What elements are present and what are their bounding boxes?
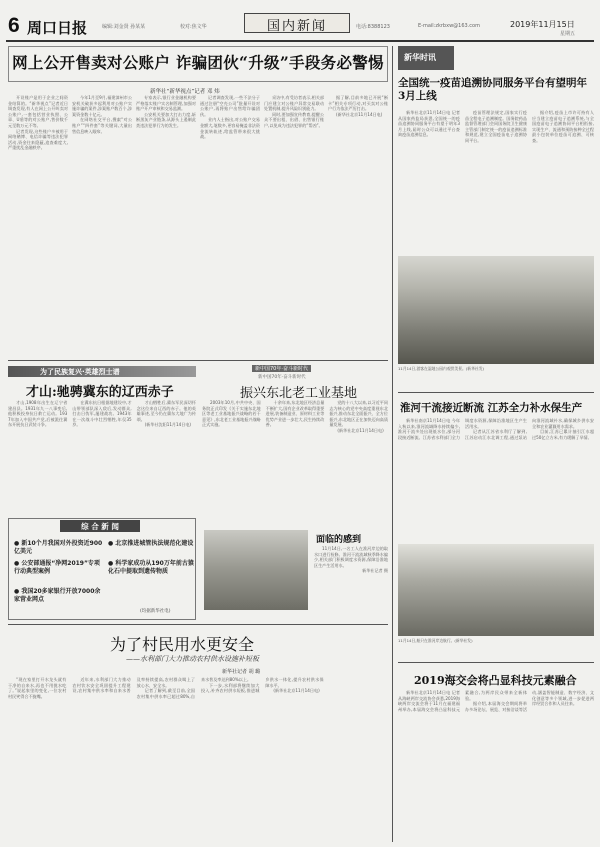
article3-subtag: 新中国70年·奋斗新时代: [258, 375, 306, 380]
paragraph: 据介绍,疫苗上市许可持有人应当建立疫苗电子追溯系统,与全国疫苗电子追溯协同平台相衔接,实现生产、流通和预防接种全过程最小包装单位疫苗可追溯、可核查。: [532, 110, 594, 143]
paragraph: 业内人士指出,对公账户交易金额大,笔数多,更容易掩盖非法资金流转轨迹,给监管带来很大挑战。: [200, 117, 260, 140]
page-header: [0, 0, 600, 42]
paragraph: 十余年来,东北地区经济总量不断扩大,国有企业改革取得重要进展,装备制造业、原材料工业等优势产业进一步壮大,民生持续改善。: [265, 400, 325, 428]
article1-col2: [72, 95, 132, 357]
article3-title: 振兴东北老工业基地: [240, 386, 358, 401]
article1-col1: [8, 95, 68, 357]
divider: [398, 392, 594, 393]
paragraph: (新华社沈阳11月14日电): [144, 422, 192, 428]
article8-title: 2019海交会将凸显科技元素融合: [414, 674, 577, 687]
article7-title: 淮河干流接近断流 江苏全力补水保生产: [400, 402, 583, 414]
brief-item: ● 科学家成功从190万年前古猿化石中提取到遗传物质: [108, 560, 194, 575]
paragraph: 据了解,目前多地已开展“断卡”相关专项行动,对买卖对公账户行为依法严厉打击。: [328, 95, 388, 112]
section-title: 国内新闻: [266, 19, 327, 34]
article2-title: 才山:驰骋冀东的辽西赤子: [26, 385, 174, 400]
paragraph: 下一步,水利部将继续加大投入,补齐农村供水短板,推进城乡供水一体化,提升农村供水保障水平。: [200, 677, 324, 694]
paragraph: 目前,江苏已累计抽引江水超过50亿立方米,有力缓解了旱情。: [532, 429, 594, 440]
brief-text: 我国20多家银行开放7000余家营业网点: [14, 588, 101, 603]
briefs-title: 综 合 新 闻: [81, 522, 119, 531]
article1-title: 网上公开售卖对公账户 诈骗团伙“升级”手段务必警惕: [12, 53, 384, 72]
paragraph: 记者从江苏省水利厅了解到,江苏启动江水北调工程,通过泵站向淮河流域补水,确保城乡供水安全和农业灌溉用水需求。: [465, 418, 594, 440]
article4-byline: 新华社记者 胡 璐: [222, 669, 261, 675]
paragraph: 记者调查发现,一些不法分子通过注册“空壳公司”批量开设对公账户,再将账户出售给诈骗团伙。: [200, 95, 260, 117]
article6-body: [314, 546, 388, 612]
article3-body: [202, 400, 388, 526]
paragraph: (新华社北京11月14日电): [336, 111, 383, 117]
paper-name: 周口日报: [27, 19, 88, 37]
divider: [8, 360, 388, 361]
paragraph: 公安机关要加大打击力度,斩断黑灰产业链条,从源头上遏制此类违法犯罪行为的发生。: [136, 111, 196, 128]
brief-item: ● 公安部通报“净网2019”专项行动典型案例: [14, 560, 100, 575]
paragraph: 2003年10月,中共中央、国务院正式印发《关于实施东北地区等老工业基地振兴战略的若干意见》,东北老工业基地振兴战略正式实施。: [202, 400, 261, 428]
paragraph: 新华社记者 摄: [362, 568, 388, 574]
paragraph: 专家表示,银行业金融机构要严格落实账户实名制管理,加强对账户开户审核和交易监测。: [136, 95, 196, 112]
article4-body: [8, 677, 388, 842]
paragraph: 在网络社交平台,搜索“对公账户”“四件套”等关键词,大量出售信息映入眼帘。: [72, 117, 132, 134]
article4-title: 为了村民用水更安全: [110, 635, 255, 654]
article6-title: 面临的感到: [316, 535, 362, 545]
paragraph: (新华社北京11月14日电): [337, 427, 384, 433]
article5-title: 全国统一疫苗追溯协同服务平台有望明年3月上线: [398, 77, 587, 102]
paragraph: (新华社北京11月14日电): [273, 688, 320, 694]
briefs-source: (均据新华社电): [140, 609, 171, 614]
paragraph: 新华社北京11月14日电 记者从国家药监局获悉,全国统一的疫苗追溯协同服务平台有望于明年3月上线,届时公众可以通过平台查询疫苗追溯信息。: [398, 110, 460, 138]
brief-item: ● 北京推进城管执法规范化建设: [108, 540, 194, 547]
article2-body: [8, 400, 196, 512]
header-rule: [6, 40, 594, 42]
phone: 电话:8388123: [356, 24, 390, 30]
paragraph: 同时,要加强宣传教育,提醒公众不要出租、出借、出售银行账户,以免成为违法犯罪的“帮凶”。: [264, 111, 324, 128]
article7-photo: [398, 544, 594, 636]
brief-text: 公安部通报“净网2019”专项行动典型案例: [14, 560, 100, 575]
paragraph: 才山,1908年出生在辽宁省建昌县。1931年九一八事变后,他积极投身抗日救亡运动。1937年加入中国共产党,后被派往冀东开展抗日武装斗争。: [8, 400, 68, 428]
paragraph: 近年来,水利部门大力推动农村饮水安全巩固提升工程建设,农村集中供水率和自来水普及率持续提高,农村群众喝上了放心水、安全水。: [72, 677, 195, 694]
article2-column-tag: 为了民族复兴·英雄烈士谱: [40, 368, 120, 376]
brief-item: ● 我国20多家银行开放7000余家营业网点: [14, 588, 101, 603]
paragraph: 据介绍,本届海交会期间将举办多场论坛、展览、对接洽谈等活动,涵盖智能制造、数字经济、文化创意等多个领域,进一步促进两岸经贸合作和人员往来。: [465, 690, 594, 712]
article1-col3: [136, 95, 196, 357]
divider: [8, 624, 388, 625]
divider: [398, 662, 594, 663]
article1-col4: [200, 95, 260, 357]
article4-subtitle: ——水利部门大力推动农村供水设施补短板: [126, 655, 259, 663]
paragraph: 新华社南京11月14日电 今年入秋以来,淮河流域降水持续偏少,淮河干流多处出现低水位,部分河段接近断流。江苏省水利部门全力调度水资源,保障沿淮地区生产生活用水。: [398, 418, 527, 440]
paragraph: 党的十八大以来,以习近平同志为核心的党中央高度重视东北振兴,推动东北全面振兴、全方位振兴,东北地区正在加快迈向高质量发展。: [329, 400, 388, 428]
brief-item: ● 新10个月我国对外投资近900亿美元: [14, 540, 103, 555]
article1-byline: 新华社“新华视点”记者 邓 炜: [150, 89, 220, 95]
email: E-mail:zkrbxw@163.com: [418, 23, 480, 29]
brief-text: 新10个月我国对外投资近900亿美元: [14, 540, 103, 555]
check-info: 校对:焦文华: [180, 24, 207, 30]
paragraph: 11月14日,一名工人在淮河岸边的取水口进行检修。淮河干流流域秋季降水偏少,相关部门积极调度水资源,保障沿淮地区生产生活用水。: [314, 546, 388, 568]
brief-text: 北京推进城管执法规范化建设: [115, 540, 194, 547]
article7-body: [398, 418, 594, 540]
article1-col5: [264, 95, 324, 357]
article5-photo-label: 新华时讯: [404, 53, 436, 62]
paragraph: “现在家里打开水龙头就有干净的自来水,再也不用挑水吃了。”说起家里的变化,一位农村村民笑得合不拢嘴。: [8, 677, 67, 699]
paragraph: 疫苗管理法规定,国家实行疫苗全程电子追溯制度。国务院药品监督管理部门会同国务院卫生健康主管部门制定统一的疫苗追溯标准和规范,建立全国疫苗电子追溯协同平台。: [465, 110, 527, 143]
article5-photo-caption: 11月14日,游客在湿地公园内观赏美景。(新华社发): [398, 366, 484, 371]
article1-col6: [328, 95, 388, 357]
paragraph: 今年1月至9月,福建漳州市公安机关破获多起利用对公账户实施诈骗的案件,涉案账户数百个,涉案资金数十亿元。: [72, 95, 132, 117]
paragraph: 记者发现,这些账户多被用于网络赌博、电信诈骗等违法犯罪活动,资金往来隐蔽,追查难度大,严重扰乱金融秩序。: [8, 128, 68, 151]
column-divider: [392, 46, 393, 842]
paragraph: 记者了解到,截至目前,全国农村集中供水率已超过80%,自来水普及率达到80%以上。: [136, 677, 252, 699]
paragraph: 才山牺牲后,冀东军民深切怀念这位来自辽西的赤子。他的英雄事迹,至今仍在冀东大地广为传颂。: [136, 400, 196, 422]
paragraph: 采访中,有受访者表示,相关部门应建立对公账户异常交易联动处置机制,提升风险识别能力。: [264, 95, 324, 112]
page-number: 6: [8, 14, 20, 37]
date: 2019年11月15日: [510, 20, 575, 29]
article8-body: [398, 690, 594, 842]
article7-photo-caption: 11月14日,船只在淮河岸边航行。(新华社发): [398, 638, 473, 643]
weekday: 星期五: [560, 31, 576, 37]
article3-tag: 新中国70年·奋斗新时代: [252, 365, 311, 372]
article5-body: [398, 110, 594, 250]
article5-photo: [398, 256, 594, 364]
paragraph: 新华社北京11月14日电 记者从海峡两岸交流协会获悉,2019海峡两岸交流会将于11月在福建福州举办,本届海交会将凸显科技元素融合,为两岸民众带来全新体验。: [398, 690, 527, 712]
article6-photo: [204, 530, 308, 610]
paragraph: 在冀东抗日根据地建设中,才山带领部队深入敌后,发动群众,打击日伪军,屡建战功。1943年在一次战斗中壮烈牺牲,年仅35岁。: [72, 400, 132, 428]
brief-text: 科学家成功从190万年前古猿化石中提取到遗传物质: [108, 560, 194, 575]
edit-info: 编辑:刘金贤 孙某某: [102, 24, 146, 30]
paragraph: 开设账户是用于企业之间资金结算的。“新华视点”记者近日调查发现,有人在网上公开叫卖对公账户,一套包括营业执照、公章、U盾等的对公账户,售价数千元至数万元不等。: [8, 95, 68, 128]
